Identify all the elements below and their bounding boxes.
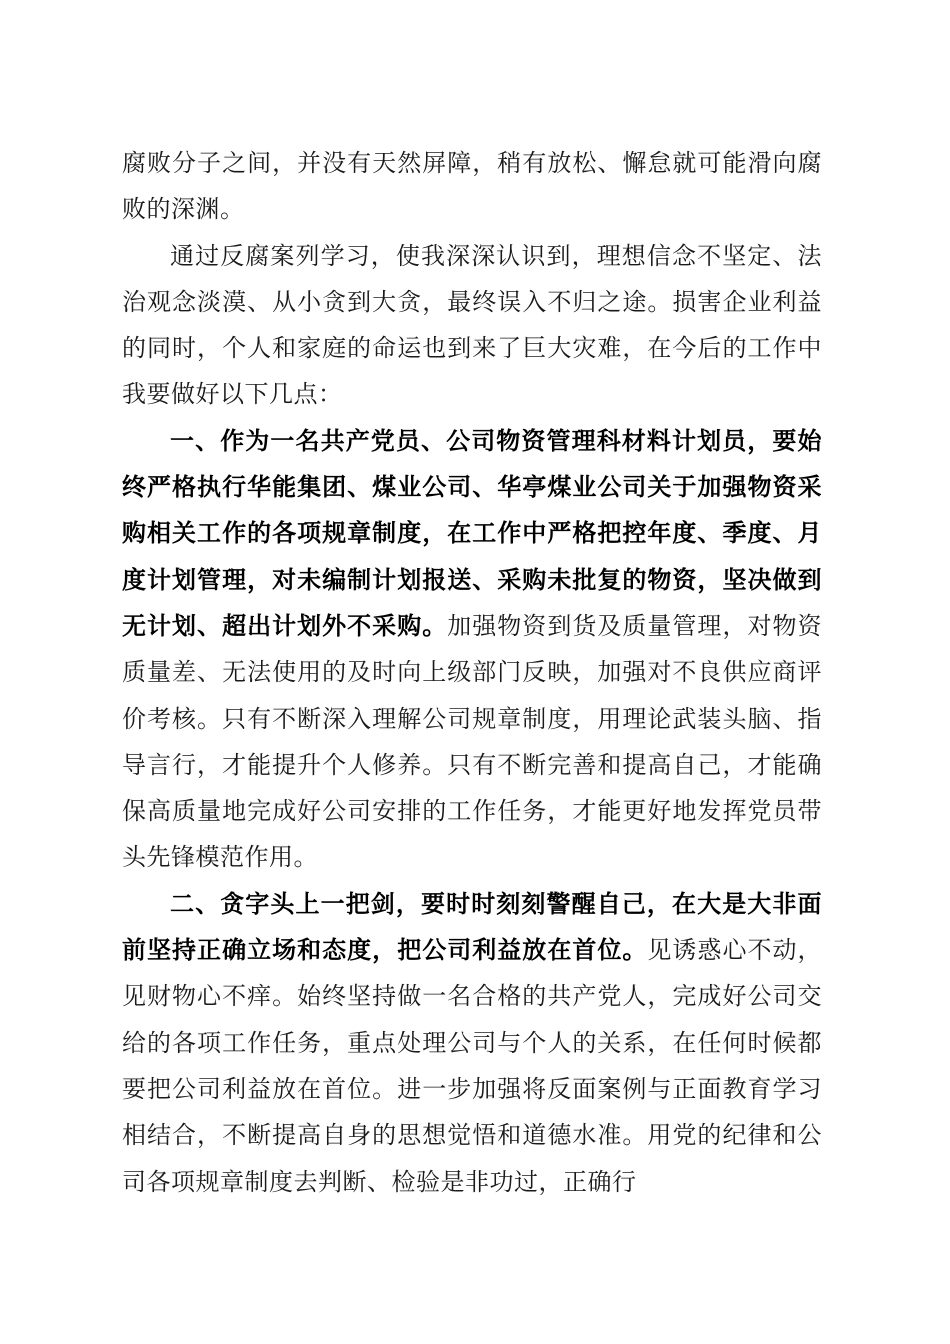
- paragraph-text: 见诱惑心不动，见财物心不痒。始终坚持做一名合格的共产党人，完成好公司交给的各项工作任务，重点处理公司与个人的关系，在任何时候都要把公司利益放在首位。进一步加强将反面案例与正面教育学习相结合，不断提高自身的思想觉悟和道德水准。用党的纪律和公司各项规章制度去判断、检验是非功过，正确行: [122, 936, 823, 1196]
- paragraph-text: 通过反腐案列学习，使我深深认识到，理想信念不坚定、法治观念淡漠、从小贪到大贪，最终误入不归之途。损害企业利益的同时，个人和家庭的命运也到来了巨大灾难，在今后的工作中我要做好以下几点：: [122, 241, 822, 409]
- paragraph-continuation: [122, 140, 822, 233]
- paragraph-point-one: [122, 418, 822, 881]
- paragraph-text: 加强物资到货及质量管理，对物资质量差、无法使用的及时向上级部门反映，加强对不良供应商评价考核。只有不断深入理解公司规章制度，用理论武装头脑、指导言行，才能提升个人修养。只有不断完善和提高自己，才能确保高质量地完成好公司安排的工作任务，才能更好地发挥党员带头先锋模范作用。: [122, 611, 823, 872]
- document-body: [122, 140, 822, 1205]
- paragraph-text: 腐败分子之间，并没有天然屏障，稍有放松、懈怠就可能滑向腐败的深渊。: [122, 149, 822, 224]
- point-one-heading: 一、作为一名共产党员、公司物资管理科材料计划员，要始终严格执行华能集团、煤业公司、华亭煤业公司关于加强物资采购相关工作的各项规章制度，在工作中严格把控年度、季度、月度计划管理，对未编制计划报送、采购未批复的物资，坚决做到无计划、超出计划外不采购。: [122, 426, 822, 640]
- paragraph-point-two: [122, 881, 822, 1205]
- paragraph-case-study-reflection: [122, 233, 822, 418]
- point-two-heading: 二、贪字头上一把剑，要时时刻刻警醒自己，在大是大非面前坚持正确立场和态度，把公司利益放在首位。: [122, 889, 822, 965]
